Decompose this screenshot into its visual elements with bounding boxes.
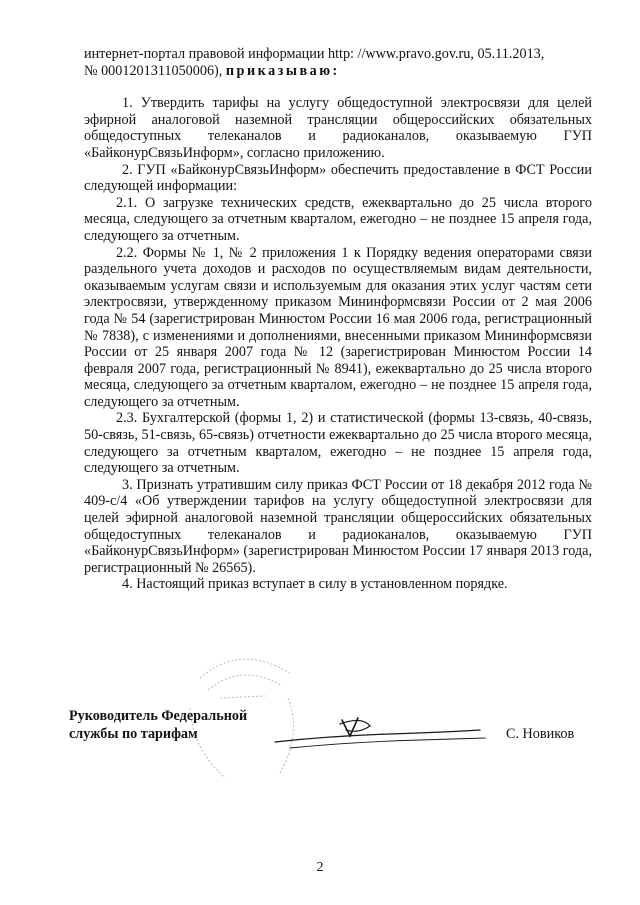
handwritten-signature (270, 712, 490, 758)
signatory-name: С. Новиков (506, 726, 575, 742)
document-body (84, 46, 592, 593)
intro-line-2 (84, 63, 592, 80)
intro-reg-number: № 0001201311050006), (84, 62, 223, 79)
item-3: 3. Признать утратившим силу приказ ФСТ России от 18 декабря 2012 года № 409-с/4 «Об утверждении тарифов на услугу общедоступной электросвязи для целей эфирной аналоговой наземной трансляции общероссийских обязательных общедоступных телеканалов и радиоканалов, оказываемую ГУП «БайконурСвязьИнформ» (зарегистрирован Минюстом России 17 января 2013 года, регистрационный № 26565). (84, 476, 592, 576)
item-2-1: 2.1. О загрузке технических средств, ежеквартально до 25 числа второго месяца, следующего за отчетным кварталом, ежегодно – не позднее 15 апреля года, следующего за отчетным. (84, 194, 592, 244)
item-2-3: 2.3. Бухгалтерской (формы 1, 2) и статистической (формы 13-связь, 40-связь, 50-связь, 51-связь, 65-связь) отчетности ежеквартально до 25 числа второго месяца, следующего за отчетным кварталом, ежегодно – не позднее 15 апреля года, следующего за отчетным. (84, 410, 592, 477)
signatory-title (69, 707, 247, 743)
signatory-title-line-2: службы по тарифам (69, 726, 198, 742)
intro-line-1: интернет-портал правовой информации http: //www.pravo.gov.ru, 05.11.2013, (84, 46, 545, 62)
item-1: 1. Утвердить тарифы на услугу общедоступной электросвязи для целей эфирной аналоговой наземной трансляции общероссийских обязательных общедоступных телеканалов и радиоканалов, оказываемую ГУП «БайконурСвязьИнформ», согласно приложению. (84, 95, 592, 161)
item-2: 2. ГУП «БайконурСвязьИнформ» обеспечить предоставление в ФСТ России следующей информации: (84, 161, 592, 195)
signatory-title-line-1: Руководитель Федеральной (69, 708, 248, 724)
item-4: 4. Настоящий приказ вступает в силу в установленном порядке. (122, 576, 508, 593)
item-2-2: 2.2. Формы № 1, № 2 приложения 1 к Порядку ведения операторами связи раздельного учета доходов и расходов по осуществляемым видам деятельности, оказываемым услугам связи и используемым для оказания этих услуг частям сети электросвязи, утвержденному приказом Мининформсвязи России от 2 мая 2006 года № 54 (зарегистрирован Минюстом России 16 мая 2006 года, регистрационный № 7838), с изменениями и дополнениями, внесенными приказом Мининформсвязи России от 25 января 2007 года № 12 (зарегистрирован Минюстом России 14 февраля 2007 года, регистрационный № 8941), ежеквартально до 25 числа второго месяца, следующего за отчетным кварталом, ежегодно – не позднее 15 апреля года, следующего за отчетным. (84, 244, 592, 410)
orders-word: приказываю: (225, 62, 340, 79)
page-number: 2 (316, 860, 324, 875)
